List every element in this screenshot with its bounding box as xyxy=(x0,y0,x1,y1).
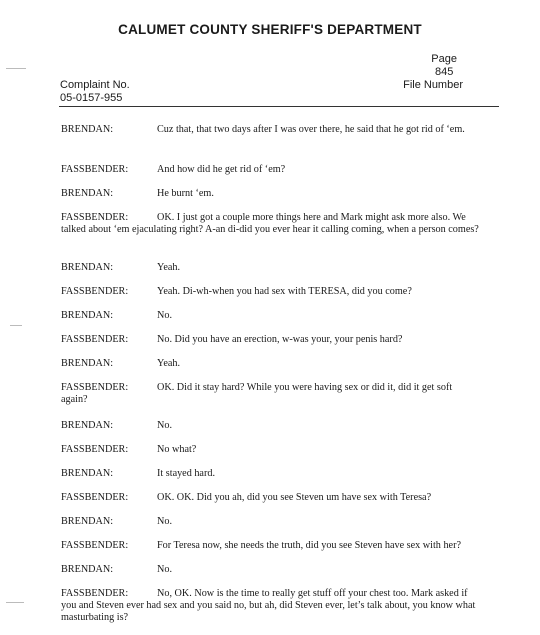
transcript-entry xyxy=(61,540,479,552)
speaker-name: FASSBENDER: xyxy=(61,212,129,223)
utterance-text: OK. OK. Did you ah, did you see Steven um have sex with Teresa? xyxy=(157,492,432,503)
speaker-name: BRENDAN: xyxy=(61,188,114,199)
speaker-name: BRENDAN: xyxy=(61,420,114,431)
transcript-entry xyxy=(61,262,479,274)
speaker-name: BRENDAN: xyxy=(61,262,114,273)
utterance-text: No. xyxy=(157,310,172,321)
utterance-text: He burnt ‘em. xyxy=(157,188,214,199)
transcript-entry xyxy=(61,124,479,136)
page-label: Page xyxy=(431,53,457,65)
transcript-entry xyxy=(61,286,479,298)
speaker-name: BRENDAN: xyxy=(61,564,114,575)
speaker-name: FASSBENDER: xyxy=(61,492,129,503)
utterance-text: It stayed hard. xyxy=(157,468,215,479)
utterance-text: No. Did you have an erection, w-was your, your penis hard? xyxy=(157,334,403,345)
transcript-entry xyxy=(61,310,479,322)
utterance-text: Cuz that, that two days after I was over there, he said that he got rid of ‘em. xyxy=(157,124,465,135)
speaker-name: BRENDAN: xyxy=(61,468,114,479)
utterance-text: Yeah. Di-wh-when you had sex with TERESA, did you come? xyxy=(157,286,412,297)
margin-mark xyxy=(10,325,22,326)
page-number-block xyxy=(431,53,457,79)
speaker-name: FASSBENDER: xyxy=(61,334,129,345)
department-title: CALUMET COUNTY SHERIFF'S DEPARTMENT xyxy=(118,22,422,37)
transcript-entry xyxy=(61,358,479,370)
speaker-name: BRENDAN: xyxy=(61,124,114,135)
speaker-name: FASSBENDER: xyxy=(61,540,129,551)
margin-mark xyxy=(6,602,24,603)
file-number-label: File Number xyxy=(403,79,463,91)
utterance-text: No. xyxy=(157,564,172,575)
transcript-entry xyxy=(61,212,479,236)
transcript-entry xyxy=(61,188,479,200)
utterance-text: No. xyxy=(157,516,172,527)
speaker-name: FASSBENDER: xyxy=(61,588,129,599)
complaint-number: 05-0157-955 xyxy=(60,92,123,104)
utterance-text: Yeah. xyxy=(157,358,181,369)
speaker-name: BRENDAN: xyxy=(61,516,114,527)
utterance-text: No, OK. Now is the time to really get stuff off your chest too. Mark asked if you and Steven ever had sex and you said no, but ah, did Steven ever, let’s talk about, you know what masturbating is? xyxy=(61,588,476,623)
utterance-text: And how did he get rid of ‘em? xyxy=(157,164,286,175)
utterance-text: No what? xyxy=(157,444,197,455)
transcript-entry xyxy=(61,492,479,504)
complaint-label: Complaint No. xyxy=(60,79,130,91)
transcript-entry xyxy=(61,564,479,576)
transcript-entry xyxy=(61,164,479,176)
page-number: 845 xyxy=(434,66,454,78)
speaker-name: FASSBENDER: xyxy=(61,286,129,297)
speaker-name: FASSBENDER: xyxy=(61,444,129,455)
transcript-entry xyxy=(61,420,479,432)
utterance-text: For Teresa now, she needs the truth, did you see Steven have sex with her? xyxy=(157,540,461,551)
transcript-entry xyxy=(61,444,479,456)
transcript-entry xyxy=(61,588,479,624)
utterance-text: Yeah. xyxy=(157,262,181,273)
speaker-name: BRENDAN: xyxy=(61,310,114,321)
speaker-name: FASSBENDER: xyxy=(61,164,129,175)
header-divider xyxy=(59,106,499,107)
utterance-text: No. xyxy=(157,420,172,431)
transcript-entry xyxy=(61,516,479,528)
utterance-text: OK. Did it stay hard? While you were having sex or did it, did it get soft again? xyxy=(61,382,453,405)
utterance-text: OK. I just got a couple more things here and Mark might ask more also. We talked about ‘em ejaculating right? A-an di-did you ever hear it calling coming, when a person comes? xyxy=(61,212,479,235)
margin-mark xyxy=(6,68,26,69)
complaint-block xyxy=(60,79,130,105)
speaker-name: BRENDAN: xyxy=(61,358,114,369)
transcript-entry xyxy=(61,334,479,346)
transcript-entry xyxy=(61,382,479,406)
transcript-entry xyxy=(61,468,479,480)
speaker-name: FASSBENDER: xyxy=(61,382,129,393)
